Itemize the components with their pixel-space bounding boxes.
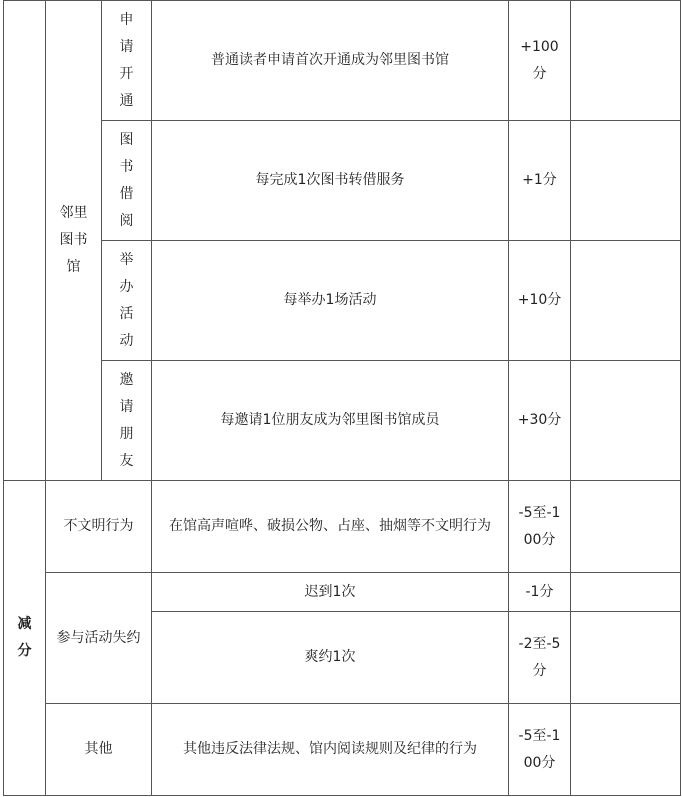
empty-cell [571,1,681,121]
table-row [4,481,681,573]
description-cell: 每完成1次图书转借服务 [152,121,509,241]
points-value: -2至-5分 [518,635,561,679]
points-value: -5至-100分 [518,504,561,548]
empty-cell [571,121,681,241]
empty-cell [571,241,681,361]
points-value: +1分 [522,172,557,188]
item-name-cell [102,361,152,481]
description-cell: 其他违反法律法规、馆内阅读规则及纪律的行为 [152,704,509,796]
points-cell [509,121,571,241]
points-value: +30分 [517,412,562,428]
table-row [4,573,681,612]
item-name-cell: 参与活动失约 [46,573,152,704]
description-cell: 在馆高声喧哗、破损公物、占座、抽烟等不文明行为 [152,481,509,573]
description-cell: 迟到1次 [152,573,509,612]
item-name: 举办活动 [119,251,134,349]
points-cell [509,612,571,704]
points-cell [509,361,571,481]
item-name-cell [102,121,152,241]
category-cell [46,1,102,481]
points-value: -1分 [525,583,554,600]
item-name-cell: 不文明行为 [46,481,152,573]
points-value: +10分 [517,292,562,308]
empty-cell [571,704,681,796]
description-cell: 每邀请1位朋友成为邻里图书馆成员 [152,361,509,481]
points-cell [509,241,571,361]
description-cell: 普通读者申请首次开通成为邻里图书馆 [152,1,509,121]
item-name: 申请开通 [119,11,134,109]
points-rules-table [3,0,681,796]
points-value: +100分 [520,38,559,82]
deduct-section-cell [4,481,46,796]
description-cell: 爽约1次 [152,612,509,704]
item-name-cell: 其他 [46,704,152,796]
empty-cell [571,612,681,704]
item-name: 图书借阅 [119,131,134,229]
item-name-cell [102,241,152,361]
table-row [4,1,681,121]
table-row [4,361,681,481]
points-cell [509,1,571,121]
points-value: -5至-100分 [518,727,561,771]
item-name: 邀请朋友 [119,371,134,469]
table-row [4,704,681,796]
category-label: 邻里图书馆 [59,205,88,275]
empty-cell [571,481,681,573]
blank-cell [4,1,46,481]
table-row [4,121,681,241]
empty-cell [571,361,681,481]
points-cell [509,481,571,573]
points-cell [509,573,571,612]
item-name-cell [102,1,152,121]
deduct-label: 减分 [17,616,32,659]
empty-cell [571,573,681,612]
points-cell [509,704,571,796]
table-row [4,241,681,361]
description-cell: 每举办1场活动 [152,241,509,361]
